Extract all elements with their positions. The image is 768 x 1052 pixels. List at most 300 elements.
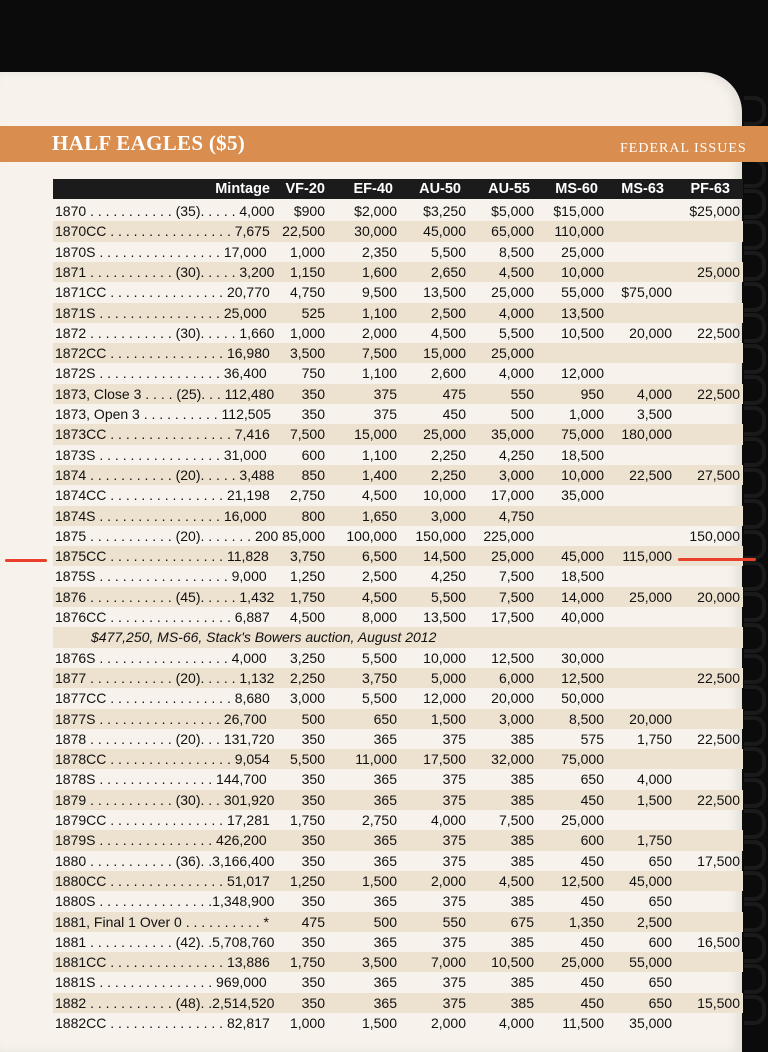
price-cell: 350 (301, 933, 325, 950)
price-cell: 2,750 (289, 487, 325, 504)
price-cell: 25,000 (423, 426, 466, 443)
spiral-coil (744, 902, 766, 932)
price-cell: 1,500 (430, 710, 466, 727)
price-cell: 350 (301, 994, 325, 1011)
price-cell: 600 (301, 446, 325, 463)
table-row (53, 404, 743, 424)
auction-note: $477,250, MS-66, Stack's Bowers auction, August 2012 (91, 629, 437, 646)
price-cell: 350 (301, 974, 325, 991)
page-title: HALF EAGLES ($5) (52, 131, 246, 155)
table-row (53, 303, 743, 323)
price-cell: 50,000 (561, 690, 604, 707)
col-header-vf20: VF-20 (285, 181, 325, 197)
price-cell: 365 (373, 832, 397, 849)
price-cell: 4,500 (498, 263, 534, 280)
price-cell: 2,500 (430, 304, 466, 321)
price-cell: 6,000 (498, 669, 534, 686)
price-cell: 4,000 (430, 812, 466, 828)
row-label: 1872CC . . . . . . . . . . . . . . . 16,980 (55, 345, 270, 362)
spiral-coil (744, 623, 766, 653)
row-label: 1878 . . . . . . . . . . . (20). . . 131,720 (55, 730, 275, 747)
col-header-ef40: EF-40 (353, 181, 393, 197)
row-label: 1880S . . . . . . . . . . . . . . .1,348,900 (55, 893, 275, 910)
table-row (53, 526, 743, 546)
price-cell: 7,500 (498, 568, 534, 585)
price-cell: 450 (442, 406, 466, 422)
row-label: 1878CC . . . . . . . . . . . . . . . . 9,054 (55, 751, 270, 768)
row-label: 1870CC . . . . . . . . . . . . . . . . 7,675 (55, 223, 270, 240)
price-cell: 350 (301, 406, 325, 422)
price-cell: 35,000 (561, 487, 604, 504)
table-row (53, 384, 743, 404)
table-row (53, 871, 743, 891)
table-row (53, 566, 743, 586)
price-cell: 4,000 (636, 771, 672, 788)
price-cell: 500 (301, 710, 325, 727)
price-cell: 675 (510, 913, 534, 930)
price-cell: 22,500 (697, 730, 740, 747)
price-cell: 115,000 (622, 548, 672, 565)
price-cell: 16,500 (697, 933, 740, 950)
price-cell: 385 (510, 974, 534, 991)
price-cell: 22,500 (697, 669, 740, 686)
row-label: 1873CC . . . . . . . . . . . . . . . . 7,416 (55, 426, 270, 443)
price-cell: 3,250 (289, 649, 325, 666)
table-row (53, 912, 743, 932)
price-cell: 7,500 (498, 812, 534, 828)
price-cell: 4,000 (498, 1015, 534, 1031)
price-cell: 13,500 (561, 304, 604, 321)
price-cell: 365 (373, 974, 397, 991)
price-cell: 1,000 (289, 1015, 325, 1031)
price-cell: 25,000 (561, 954, 604, 971)
price-cell: 350 (301, 893, 325, 910)
price-cell: 650 (648, 852, 672, 869)
table-row (53, 201, 743, 221)
spiral-coil (744, 871, 766, 901)
price-cell: 14,000 (561, 588, 604, 605)
row-label: 1879 . . . . . . . . . . . (30). . . 301,920 (55, 791, 275, 808)
table-row (53, 587, 743, 607)
price-cell: 17,500 (697, 852, 740, 869)
table-row (53, 506, 743, 526)
price-cell: 17,000 (491, 487, 534, 504)
spiral-coil (744, 282, 766, 312)
price-cell: 475 (442, 385, 466, 402)
price-cell: $5,000 (491, 203, 534, 219)
price-cell: 1,600 (361, 263, 397, 280)
price-cell: 385 (510, 771, 534, 788)
row-label: 1873S . . . . . . . . . . . . . . . . 31,000 (55, 446, 267, 463)
price-cell: 365 (373, 730, 397, 747)
price-cell: 385 (510, 933, 534, 950)
price-cell: 1,400 (361, 466, 397, 483)
price-cell: 500 (510, 406, 534, 422)
table-row (53, 993, 743, 1013)
spiral-coil (744, 313, 766, 343)
row-label: 1882 . . . . . . . . . . . (48). .2,514,520 (55, 994, 275, 1011)
price-cell: $25,000 (689, 203, 740, 219)
red-marker-left (5, 559, 47, 562)
price-cell: 4,500 (361, 487, 397, 504)
price-cell: 350 (301, 730, 325, 747)
price-cell: 1,000 (289, 324, 325, 341)
table-row (53, 688, 743, 708)
price-cell: 150,000 (415, 527, 466, 544)
price-cell: 20,000 (491, 690, 534, 707)
price-cell: 365 (373, 994, 397, 1011)
price-cell: 5,500 (498, 324, 534, 341)
price-cell: 11,500 (562, 1015, 604, 1031)
price-cell: 12,500 (491, 649, 534, 666)
row-label: 1873, Close 3 . . . . (25). . . 112,480 (55, 385, 275, 402)
table-row (53, 709, 743, 729)
spiral-coil (744, 530, 766, 560)
row-label: 1881S . . . . . . . . . . . . . . . 969,000 (55, 974, 267, 991)
table-row (53, 485, 743, 505)
row-label: 1876CC . . . . . . . . . . . . . . . . 6,887 (55, 609, 270, 625)
price-cell: 385 (510, 730, 534, 747)
row-label: 1872 . . . . . . . . . . . (30). . . . . 1,660 (55, 324, 275, 341)
row-label: 1871S . . . . . . . . . . . . . . . . 25,000 (55, 304, 267, 321)
price-cell: 30,000 (561, 649, 604, 666)
price-cell: 45,000 (629, 872, 672, 889)
price-cell: 2,500 (636, 913, 672, 930)
price-cell: 45,000 (561, 548, 604, 565)
price-cell: 2,000 (430, 872, 466, 889)
price-cell: $900 (293, 203, 325, 219)
price-cell: 450 (580, 893, 604, 910)
table-row (53, 932, 743, 952)
price-cell: 575 (580, 730, 604, 747)
row-label: 1874CC . . . . . . . . . . . . . . . 21,198 (55, 487, 270, 504)
price-cell: 10,000 (561, 466, 604, 483)
price-cell: 1,100 (361, 365, 397, 382)
spiral-coil (744, 840, 766, 870)
spiral-coil (744, 375, 766, 405)
table-row (53, 445, 743, 465)
price-cell: 3,500 (636, 406, 672, 422)
price-cell: 3,000 (430, 507, 466, 524)
price-cell: 180,000 (621, 426, 672, 443)
row-label: 1877 . . . . . . . . . . . (20). . . . . 1,132 (55, 669, 275, 686)
price-cell: 350 (301, 791, 325, 808)
price-cell: 25,000 (561, 812, 604, 828)
table-row (53, 282, 743, 302)
spiral-coil (744, 189, 766, 219)
price-cell: 8,500 (498, 243, 534, 260)
table-row (53, 465, 743, 485)
price-cell: 22,500 (629, 466, 672, 483)
price-cell: 6,500 (361, 548, 397, 565)
table-note-row (53, 627, 743, 647)
row-label: 1870S . . . . . . . . . . . . . . . . 17,000 (55, 243, 267, 260)
price-cell: 7,500 (289, 426, 325, 443)
price-cell: 1,750 (636, 832, 672, 849)
price-cell: 2,000 (361, 324, 397, 341)
price-cell: 25,000 (629, 588, 672, 605)
price-cell: 3,750 (361, 669, 397, 686)
spiral-coil (744, 96, 766, 126)
spiral-coil (744, 561, 766, 591)
price-cell: 2,750 (361, 812, 397, 828)
price-cell: 350 (301, 385, 325, 402)
row-label: 1879S . . . . . . . . . . . . . . . 426,200 (55, 832, 267, 849)
price-cell: 25,000 (491, 548, 534, 565)
price-cell: 25,000 (491, 284, 534, 301)
price-cell: 2,600 (430, 365, 466, 382)
col-header-ms60: MS-60 (555, 181, 598, 197)
price-cell: 25,000 (491, 345, 534, 362)
price-cell: 10,500 (491, 954, 534, 971)
price-cell: 75,000 (561, 751, 604, 768)
price-cell: 1,500 (361, 1015, 397, 1031)
price-cell: 32,000 (491, 751, 534, 768)
price-cell: 4,000 (498, 304, 534, 321)
price-cell: 375 (373, 385, 397, 402)
row-label: 1881, Final 1 Over 0 . . . . . . . . . . * (55, 913, 269, 930)
price-cell: 7,000 (430, 954, 466, 971)
price-cell: 550 (442, 913, 466, 930)
price-cell: 3,500 (361, 954, 397, 971)
spiral-coil (744, 437, 766, 467)
price-cell: 650 (580, 771, 604, 788)
price-cell: 4,500 (289, 609, 325, 625)
table-row (53, 891, 743, 911)
price-cell: 10,000 (423, 487, 466, 504)
price-cell: $3,250 (423, 203, 466, 219)
price-cell: 75,000 (561, 426, 604, 443)
price-cell: 350 (301, 771, 325, 788)
price-cell: 4,250 (430, 568, 466, 585)
price-cell: 375 (442, 974, 466, 991)
price-cell: 4,750 (498, 507, 534, 524)
price-cell: 3,000 (289, 690, 325, 707)
price-cell: 10,000 (423, 649, 466, 666)
price-cell: 150,000 (689, 527, 740, 544)
price-cell: 650 (648, 974, 672, 991)
price-cell: 650 (373, 710, 397, 727)
price-cell: 375 (442, 832, 466, 849)
price-cell: 7,500 (498, 588, 534, 605)
price-cell: 35,000 (629, 1015, 672, 1031)
price-cell: 110,000 (554, 223, 604, 240)
price-cell: 2,650 (430, 263, 466, 280)
price-cell: 600 (580, 832, 604, 849)
price-cell: 20,000 (629, 324, 672, 341)
price-cell: 225,000 (483, 527, 534, 544)
price-cell: 385 (510, 832, 534, 849)
row-label: 1880 . . . . . . . . . . . (36). .3,166,400 (55, 852, 275, 869)
price-cell: 385 (510, 994, 534, 1011)
price-cell: 5,000 (430, 669, 466, 686)
spiral-coil (744, 778, 766, 808)
price-cell: 1,650 (361, 507, 397, 524)
price-cell: 35,000 (491, 426, 534, 443)
row-label: 1876S . . . . . . . . . . . . . . . . . 4,000 (55, 649, 267, 666)
price-cell: 40,000 (561, 609, 604, 625)
table-row (53, 546, 743, 566)
price-cell: 385 (510, 893, 534, 910)
table-row (53, 424, 743, 444)
price-cell: 1,250 (289, 872, 325, 889)
price-cell: 27,500 (697, 466, 740, 483)
price-cell: 85,000 (282, 527, 325, 544)
table-row (53, 851, 743, 871)
price-cell: 375 (442, 771, 466, 788)
price-cell: 4,250 (498, 446, 534, 463)
price-cell: 4,750 (289, 284, 325, 301)
table-row (53, 607, 743, 627)
spiral-coil (744, 592, 766, 622)
price-cell: 13,500 (423, 284, 466, 301)
spiral-coil (744, 220, 766, 250)
price-cell: 1,150 (289, 263, 325, 280)
spiral-coil (744, 716, 766, 746)
price-cell: 2,000 (430, 1015, 466, 1031)
price-cell: 750 (301, 365, 325, 382)
price-cell: $75,000 (621, 284, 672, 301)
price-cell: 2,500 (361, 568, 397, 585)
row-label: 1871CC . . . . . . . . . . . . . . . 20,770 (55, 284, 270, 301)
price-cell: 1,500 (636, 791, 672, 808)
row-label: 1879CC . . . . . . . . . . . . . . . 17,281 (55, 812, 270, 828)
price-cell: $2,000 (354, 203, 397, 219)
price-cell: 525 (301, 304, 325, 321)
price-cell: 650 (648, 893, 672, 910)
table-row (53, 648, 743, 668)
row-label: 1876 . . . . . . . . . . . (45). . . . . 1,432 (55, 588, 275, 605)
price-cell: 15,000 (423, 345, 466, 362)
price-cell: 1,750 (289, 588, 325, 605)
col-header-ms63: MS-63 (621, 181, 664, 197)
price-cell: 375 (442, 852, 466, 869)
price-cell: 365 (373, 771, 397, 788)
table-row (53, 343, 743, 363)
price-cell: 22,500 (697, 791, 740, 808)
price-cell: 22,500 (282, 223, 325, 240)
row-label: 1874S . . . . . . . . . . . . . . . . 16,000 (55, 507, 267, 524)
row-label: 1875CC . . . . . . . . . . . . . . . 11,828 (55, 548, 269, 565)
price-cell: 65,000 (491, 223, 534, 240)
price-cell: 7,500 (361, 345, 397, 362)
price-cell: 20,000 (697, 588, 740, 605)
table-row (53, 810, 743, 830)
row-label: 1877CC . . . . . . . . . . . . . . . . 8,680 (55, 690, 270, 707)
price-cell: 850 (301, 466, 325, 483)
price-cell: 8,000 (361, 609, 397, 625)
price-cell: 800 (301, 507, 325, 524)
spiral-coil (744, 406, 766, 436)
price-cell: 4,500 (430, 324, 466, 341)
price-cell: 3,500 (289, 345, 325, 362)
spiral-coil (744, 933, 766, 963)
price-cell: $15,000 (553, 203, 604, 219)
spiral-coil (744, 747, 766, 777)
price-cell: 2,350 (361, 243, 397, 260)
price-cell: 25,000 (561, 243, 604, 260)
price-cell: 2,250 (430, 446, 466, 463)
row-label: 1881 . . . . . . . . . . . (42). .5,708,760 (55, 933, 275, 950)
price-cell: 450 (580, 791, 604, 808)
price-cell: 18,500 (561, 568, 604, 585)
price-cell: 8,500 (568, 710, 604, 727)
price-cell: 365 (373, 933, 397, 950)
price-cell: 4,500 (498, 872, 534, 889)
table-row (53, 729, 743, 749)
spiral-coil (744, 468, 766, 498)
table-row (53, 1013, 743, 1033)
price-cell: 950 (580, 385, 604, 402)
price-cell: 30,000 (354, 223, 397, 240)
col-header-au55: AU-55 (488, 181, 530, 197)
price-cell: 15,000 (354, 426, 397, 443)
price-cell: 13,500 (423, 609, 466, 625)
price-cell: 10,000 (561, 263, 604, 280)
price-cell: 375 (442, 994, 466, 1011)
price-cell: 15,500 (697, 994, 740, 1011)
price-cell: 22,500 (697, 324, 740, 341)
price-cell: 9,500 (361, 284, 397, 301)
price-cell: 1,500 (361, 872, 397, 889)
price-cell: 10,500 (561, 324, 604, 341)
price-cell: 1,250 (289, 568, 325, 585)
price-cell: 18,500 (561, 446, 604, 463)
price-cell: 1,750 (289, 812, 325, 828)
spiral-coil (744, 964, 766, 994)
price-cell: 450 (580, 852, 604, 869)
row-label: 1877S . . . . . . . . . . . . . . . . 26,700 (55, 710, 267, 727)
price-cell: 55,000 (629, 954, 672, 971)
table-row (53, 952, 743, 972)
price-cell: 3,000 (498, 710, 534, 727)
price-cell: 4,500 (361, 588, 397, 605)
spiral-coil (744, 158, 766, 188)
price-cell: 3,750 (289, 548, 325, 565)
price-cell: 1,750 (289, 954, 325, 971)
price-cell: 1,350 (568, 913, 604, 930)
price-cell: 12,000 (423, 690, 466, 707)
price-cell: 17,500 (423, 751, 466, 768)
price-cell: 475 (301, 913, 325, 930)
price-cell: 375 (442, 893, 466, 910)
price-cell: 450 (580, 974, 604, 991)
row-label: 1878S . . . . . . . . . . . . . . . 144,700 (55, 771, 267, 788)
table-row (53, 972, 743, 992)
price-cell: 1,100 (361, 446, 397, 463)
col-header-mintage: Mintage (215, 181, 270, 197)
table-row (53, 262, 743, 282)
row-label: 1870 . . . . . . . . . . . (35). . . . . 4,000 (55, 203, 275, 219)
price-cell: 375 (442, 730, 466, 747)
row-label: 1881CC . . . . . . . . . . . . . . . 13,886 (55, 954, 270, 971)
price-cell: 365 (373, 852, 397, 869)
price-cell: 1,750 (636, 730, 672, 747)
price-cell: 385 (510, 791, 534, 808)
price-cell: 600 (648, 933, 672, 950)
col-header-pf63: PF-63 (690, 181, 730, 197)
price-cell: 12,500 (561, 669, 604, 686)
price-cell: 500 (373, 913, 397, 930)
table-row (53, 830, 743, 850)
table-row (53, 790, 743, 810)
spiral-coil (744, 499, 766, 529)
price-cell: 365 (373, 893, 397, 910)
price-cell: 650 (648, 994, 672, 1011)
row-label: 1882CC . . . . . . . . . . . . . . . 82,817 (55, 1015, 270, 1031)
price-cell: 12,000 (561, 365, 604, 382)
spiral-coil (744, 809, 766, 839)
